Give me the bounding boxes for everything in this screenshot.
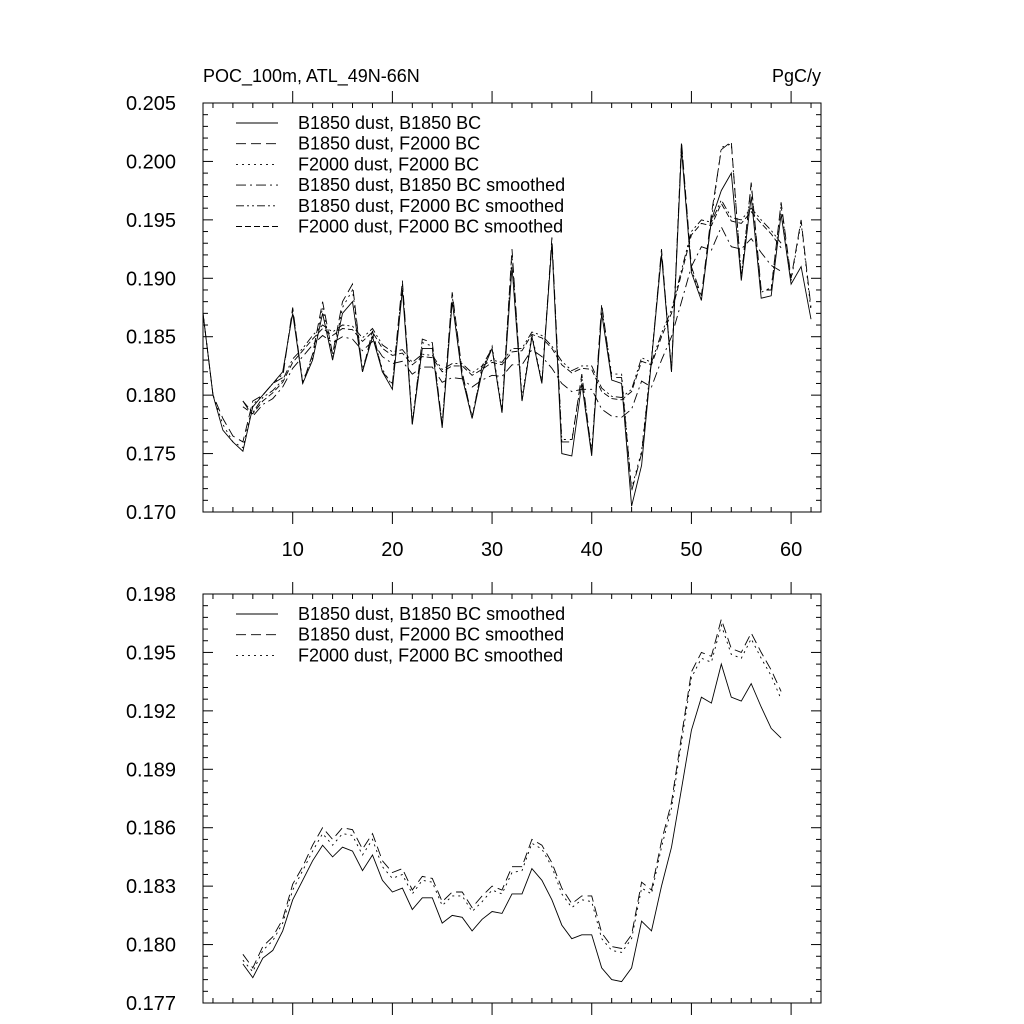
y-tick-label: 0.180: [125, 385, 176, 408]
x-tick-label: 20: [381, 539, 404, 561]
y-tick-label: 0.189: [125, 759, 176, 782]
x-tick-label: 10: [281, 539, 304, 561]
y-tick-label: 0.205: [125, 93, 176, 115]
y-tick-label: 0.180: [125, 934, 176, 957]
x-tick-label: 30: [480, 539, 504, 561]
bottom-legend: [236, 604, 565, 665]
series-line-3: [243, 625, 781, 972]
y-tick-label: 0.186: [125, 817, 176, 840]
legend-label-3: F2000 dust, F2000 BC smoothed: [298, 645, 564, 666]
legend-label-5: B1850 dust, F2000 BC smoothed: [298, 195, 565, 216]
top-plot-frame: [203, 103, 821, 512]
top-panel-units: PgC/y: [771, 66, 821, 86]
top-panel-title: POC_100m, ATL_49N-66N: [203, 66, 420, 86]
legend-label-2: B1850 dust, F2000 BC smoothed: [298, 624, 565, 645]
y-tick-label: 0.183: [125, 876, 176, 899]
x-tick-label: 60: [779, 539, 803, 561]
y-tick-label: 0.195: [125, 209, 176, 232]
bottom-series: [243, 619, 781, 981]
bottom-panel: [126, 582, 821, 1015]
top-y-tick-labels: [126, 93, 176, 524]
y-tick-label: 0.192: [125, 700, 176, 723]
legend-label-2: B1850 dust, F2000 BC: [298, 133, 481, 154]
top-x-tick-labels: [282, 539, 803, 561]
top-legend: [236, 113, 565, 237]
y-tick-label: 0.200: [125, 151, 176, 174]
y-tick-label: 0.177: [125, 993, 176, 1015]
y-tick-label: 0.185: [125, 326, 176, 349]
y-tick-label: 0.190: [125, 268, 176, 291]
y-tick-label: 0.195: [125, 642, 176, 665]
legend-label-1: B1850 dust, B1850 BC smoothed: [298, 604, 566, 624]
legend-label-4: B1850 dust, B1850 BC smoothed: [298, 175, 566, 196]
x-tick-label: 40: [580, 539, 603, 561]
top-panel: [126, 66, 821, 561]
y-tick-label: 0.198: [125, 584, 176, 606]
legend-label-6: F2000 dust, F2000 BC smoothed: [298, 216, 564, 237]
y-tick-label: 0.175: [125, 443, 176, 466]
legend-label-1: B1850 dust, B1850 BC: [298, 113, 482, 133]
legend-label-3: F2000 dust, F2000 BC: [298, 154, 480, 175]
x-tick-label: 50: [680, 539, 703, 561]
series-line-2: [243, 619, 781, 968]
series-line-1: [243, 664, 781, 982]
y-tick-label: 0.170: [125, 502, 176, 524]
bottom-y-tick-labels: [126, 584, 176, 1015]
top-ticks: [203, 91, 821, 524]
